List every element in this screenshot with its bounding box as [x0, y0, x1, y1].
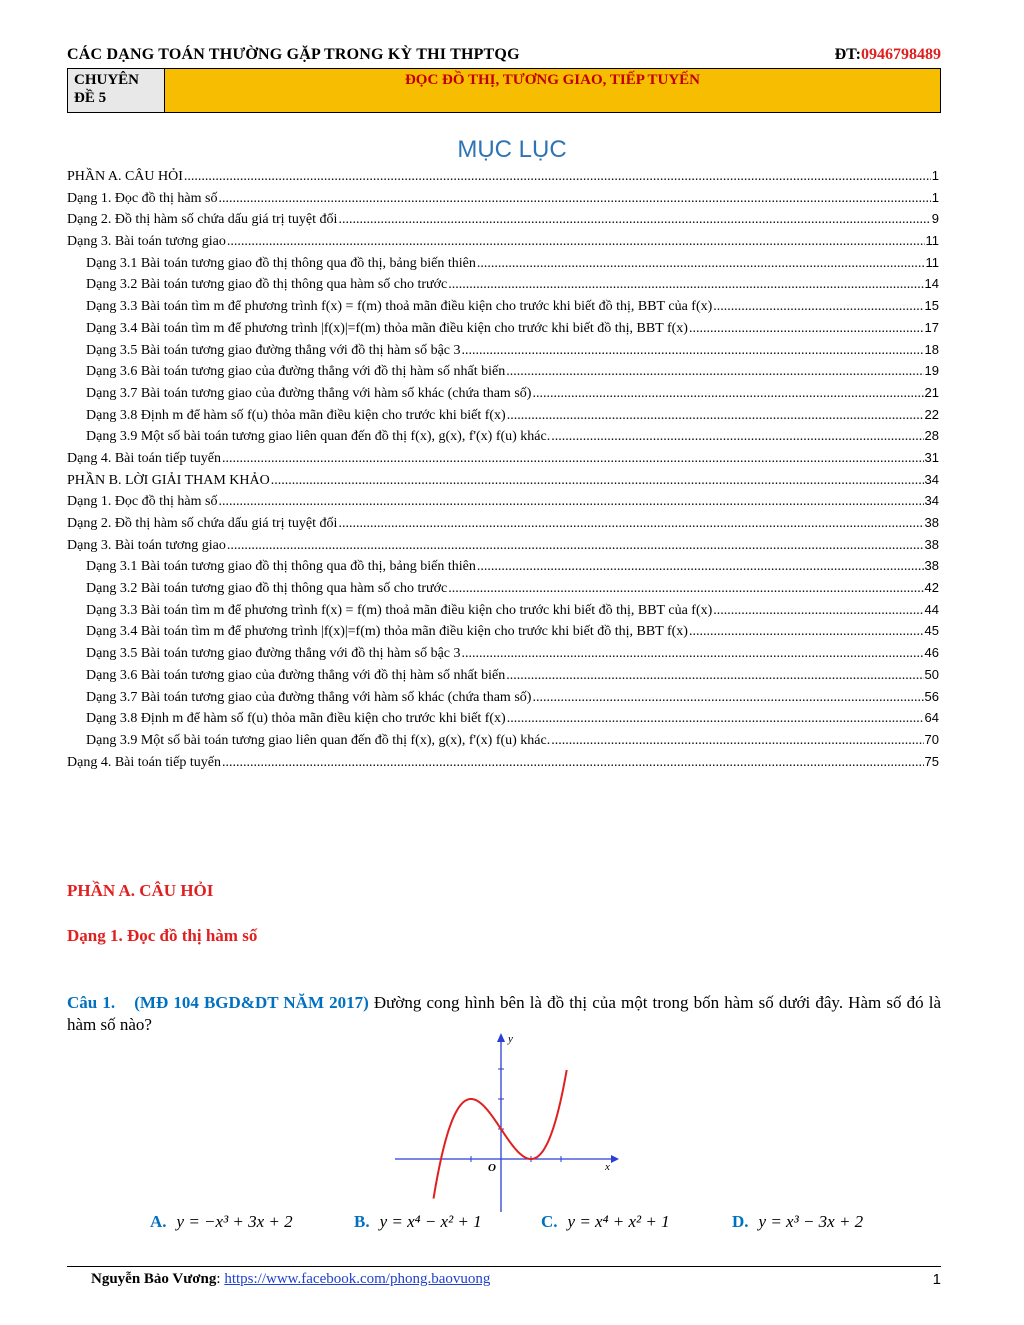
toc-entry-page: 75 — [924, 753, 939, 769]
toc-entry-text: Dạng 2. Đồ thị hàm số chứa dấu giá trị tuyệt đối — [67, 516, 338, 531]
footer-divider — [67, 1266, 941, 1267]
toc-entry-page: 11 — [925, 233, 939, 249]
x-axis-label: x — [605, 1161, 610, 1173]
section-a-heading: PHẦN A. CÂU HỎI — [67, 881, 214, 900]
toc-leader-dots — [218, 188, 930, 210]
toc-leader-dots — [462, 340, 924, 362]
toc-entry-text: Dạng 3.1 Bài toán tương giao đồ thị thông qua đồ thị, bảng biến thiên — [86, 559, 476, 575]
toc-leader-dots — [506, 665, 923, 687]
toc-leader-dots — [532, 687, 923, 709]
cubic-curve — [434, 1070, 567, 1199]
question-text: Đường cong hình bên là đồ thị của một trong bốn hàm số dưới đây. Hàm số đó là hàm số nào? — [67, 993, 941, 1034]
header-phone — [835, 46, 941, 64]
toc-entry-page: 64 — [924, 710, 939, 726]
toc-entry-text: Dạng 3.2 Bài toán tương giao đồ thị thông qua hàm số cho trước — [86, 277, 448, 293]
toc-entry[interactable] — [67, 686, 939, 708]
toc-entry[interactable] — [67, 187, 939, 209]
toc-entry-page: 46 — [924, 645, 939, 661]
toc-entry[interactable] — [67, 165, 939, 187]
answer-c-formula: y = x⁴ + x² + 1 — [567, 1212, 670, 1231]
toc-leader-dots — [507, 708, 924, 730]
toc-leader-dots — [448, 578, 923, 600]
footer — [91, 1271, 490, 1288]
toc-entry-text: Dạng 1. Đọc đồ thị hàm số — [67, 190, 218, 206]
toc-leader-dots — [227, 535, 924, 557]
footer-author: Nguyễn Bảo Vương — [91, 1271, 217, 1287]
toc-entry-text: Dạng 3.7 Bài toán tương giao của đường thẳng với hàm số khác (chứa tham số) — [86, 689, 532, 705]
toc-entry-page: 21 — [924, 384, 939, 400]
toc-entry-page: 14 — [924, 276, 939, 292]
toc-entry-text: Dạng 3.5 Bài toán tương giao đường thẳng với đồ thị hàm số bậc 3 — [86, 342, 461, 358]
toc-entry-page: 15 — [924, 298, 939, 314]
toc-entry-page: 38 — [924, 536, 939, 552]
toc-entry-text: Dạng 3.4 Bài toán tìm m để phương trình |f(x)|=f(m) thỏa mãn điều kiện cho trước khi biết đồ thị, BBT f(x) — [86, 320, 688, 336]
answer-b-formula: y = x⁴ − x² + 1 — [379, 1212, 482, 1231]
toc-entry[interactable] — [67, 273, 939, 295]
toc-entry-page: 44 — [924, 601, 939, 617]
toc-leader-dots — [271, 470, 924, 492]
toc-entry-text: Dạng 1. Đọc đồ thị hàm số — [67, 494, 218, 510]
toc-entry[interactable] — [67, 425, 939, 447]
answer-b[interactable] — [354, 1212, 482, 1232]
toc-entry-text: Dạng 3.4 Bài toán tìm m để phương trình |f(x)|=f(m) thỏa mãn điều kiện cho trước khi biết đồ thị, BBT f(x) — [86, 624, 688, 640]
topic-label-line1: CHUYÊN — [74, 72, 140, 88]
y-axis-arrow — [497, 1033, 505, 1042]
toc-entry[interactable] — [67, 707, 939, 729]
answer-b-label: B. — [354, 1212, 370, 1231]
toc-entry-text: Dạng 3.3 Bài toán tìm m để phương trình f(x) = f(m) thoả mãn điều kiện cho trước khi biết đồ thị, BBT của f(x) — [86, 299, 713, 315]
answer-a-label: A. — [150, 1212, 167, 1231]
function-graph — [393, 1030, 623, 1212]
toc-entry[interactable] — [67, 577, 939, 599]
toc-entry-page: 38 — [924, 515, 939, 530]
toc-entry-text: Dạng 3.7 Bài toán tương giao của đường thẳng với hàm số khác (chứa tham số) — [86, 385, 532, 401]
topic-label — [68, 69, 165, 112]
toc-title: MỤC LỤC — [457, 136, 567, 163]
toc-entry-text: Dạng 3.8 Định m để hàm số f(u) thỏa mãn điều kiện cho trước khi biết f(x) — [86, 407, 506, 423]
toc-leader-dots — [551, 730, 923, 752]
toc-leader-dots — [506, 361, 923, 383]
toc-entry[interactable] — [67, 664, 939, 686]
toc-entry[interactable] — [67, 382, 939, 404]
toc-entry-text: Dạng 3.6 Bài toán tương giao của đường thẳng với đồ thị hàm số nhất biến — [86, 364, 506, 380]
toc-entry[interactable] — [67, 317, 939, 339]
toc-entry-text: Dạng 3.5 Bài toán tương giao đường thẳng với đồ thị hàm số bậc 3 — [86, 646, 461, 662]
page-header — [67, 46, 941, 69]
toc-entry[interactable] — [67, 295, 939, 317]
toc-entry[interactable] — [67, 252, 939, 274]
toc-entry[interactable] — [67, 339, 939, 361]
table-of-contents — [67, 165, 939, 772]
toc-entry-page: 45 — [924, 623, 939, 639]
toc-entry-page: 19 — [924, 363, 939, 379]
toc-leader-dots — [462, 643, 924, 665]
origin-label: O — [488, 1162, 496, 1174]
toc-entry-text: Dạng 3.3 Bài toán tìm m để phương trình f(x) = f(m) thoả mãn điều kiện cho trước khi biết đồ thị, BBT của f(x) — [86, 602, 713, 618]
toc-entry-text: PHẦN B. LỜI GIẢI THAM KHẢO — [67, 472, 270, 488]
toc-entry[interactable] — [67, 490, 939, 512]
toc-leader-dots — [218, 491, 923, 513]
toc-entry[interactable] — [67, 642, 939, 664]
topic-banner — [67, 68, 941, 113]
toc-entry-page: 70 — [924, 731, 939, 747]
toc-entry-text: Dạng 3. Bài toán tương giao — [67, 537, 226, 553]
answer-d-formula: y = x³ − 3x + 2 — [758, 1212, 864, 1231]
answer-c[interactable] — [541, 1212, 670, 1232]
footer-facebook-link[interactable]: https://www.facebook.com/phong.baovuong — [224, 1271, 491, 1287]
toc-entry-text: Dạng 3.6 Bài toán tương giao của đường thẳng với đồ thị hàm số nhất biến — [86, 667, 506, 683]
toc-entry-page: 28 — [924, 428, 939, 444]
toc-entry-page: 18 — [924, 341, 939, 357]
toc-leader-dots — [227, 231, 925, 253]
x-axis-arrow — [611, 1155, 619, 1163]
toc-entry-text: Dạng 4. Bài toán tiếp tuyến — [67, 754, 221, 770]
toc-entry[interactable] — [67, 512, 939, 534]
toc-entry[interactable] — [67, 599, 939, 621]
toc-entry[interactable] — [67, 729, 939, 751]
question-label: Câu 1. — [67, 993, 116, 1012]
toc-leader-dots — [477, 253, 925, 275]
toc-leader-dots — [338, 209, 930, 231]
toc-entry-text: Dạng 3.9 Một số bài toán tương giao liên quan đến đồ thị f(x), g(x), f'(x) f(u) khác. — [86, 429, 551, 445]
toc-entry[interactable] — [67, 208, 939, 230]
answer-a-formula: y = −x³ + 3x + 2 — [176, 1212, 293, 1231]
toc-entry[interactable] — [67, 534, 939, 556]
phone-prefix: ĐT: — [834, 46, 861, 63]
toc-entry-page: 34 — [924, 493, 939, 509]
answer-a[interactable] — [150, 1212, 293, 1232]
toc-entry-page: 1 — [931, 189, 939, 205]
toc-leader-dots — [507, 405, 924, 427]
toc-leader-dots — [689, 318, 924, 340]
toc-leader-dots — [222, 448, 924, 470]
answer-c-label: C. — [541, 1212, 558, 1231]
toc-entry[interactable] — [67, 447, 939, 469]
toc-entry-text: Dạng 4. Bài toán tiếp tuyến — [67, 450, 221, 466]
toc-entry-text: Dạng 3. Bài toán tương giao — [67, 234, 226, 250]
toc-entry-page: 22 — [924, 406, 939, 422]
toc-entry-text: Dạng 3.2 Bài toán tương giao đồ thị thông qua hàm số cho trước — [86, 581, 448, 597]
toc-entry[interactable] — [67, 360, 939, 382]
toc-entry[interactable] — [67, 620, 939, 642]
toc-entry-page: 42 — [924, 580, 939, 596]
page-number: 1 — [932, 1271, 941, 1288]
topic-label-line2: ĐỀ 5 — [74, 90, 107, 106]
toc-entry-page: 50 — [924, 666, 939, 682]
toc-leader-dots — [713, 600, 923, 622]
answer-d[interactable] — [732, 1212, 863, 1232]
toc-entry[interactable] — [67, 469, 939, 491]
toc-entry-text: Dạng 3.8 Định m để hàm số f(u) thỏa mãn điều kiện cho trước khi biết f(x) — [86, 711, 506, 727]
header-title: CÁC DẠNG TOÁN THƯỜNG GẶP TRONG KỲ THI THPTQG — [67, 46, 520, 63]
toc-leader-dots — [713, 296, 923, 318]
topic-title: ĐỌC ĐỒ THỊ, TƯƠNG GIAO, TIẾP TUYẾN — [404, 72, 701, 88]
toc-leader-dots — [532, 383, 923, 405]
toc-entry[interactable] — [67, 404, 939, 426]
footer-separator: : — [216, 1271, 225, 1287]
toc-entry-page: 1 — [931, 168, 939, 183]
toc-entry-page: 31 — [924, 449, 939, 465]
dang1-heading: Dạng 1. Đọc đồ thị hàm số — [67, 926, 258, 945]
toc-entry-text: Dạng 2. Đồ thị hàm số chứa dấu giá trị tuyệt đối — [67, 212, 338, 228]
toc-entry-page: 38 — [924, 558, 939, 574]
toc-entry[interactable] — [67, 555, 939, 577]
toc-entry-text: PHẦN A. CÂU HỎI — [67, 169, 183, 184]
toc-entry-page: 34 — [924, 471, 939, 487]
toc-leader-dots — [338, 513, 923, 535]
question-source: (MĐ 104 BGD&DT NĂM 2017) — [134, 993, 369, 1012]
toc-entry-page: 17 — [924, 319, 939, 335]
toc-entry-text: Dạng 3.9 Một số bài toán tương giao liên quan đến đồ thị f(x), g(x), f'(x) f(u) khác. — [86, 732, 551, 748]
toc-entry-text: Dạng 3.1 Bài toán tương giao đồ thị thông qua đồ thị, bảng biến thiên — [86, 255, 476, 271]
toc-leader-dots — [184, 166, 931, 188]
toc-entry[interactable] — [67, 751, 939, 773]
answer-d-label: D. — [732, 1212, 749, 1231]
toc-entry-page: 11 — [925, 254, 939, 270]
toc-leader-dots — [448, 274, 923, 296]
toc-entry-page: 56 — [924, 688, 939, 704]
phone-number: 0946798489 — [861, 46, 941, 63]
y-axis-label: y — [508, 1033, 513, 1045]
toc-leader-dots — [222, 752, 924, 774]
toc-entry[interactable] — [67, 230, 939, 252]
toc-leader-dots — [477, 556, 924, 578]
toc-leader-dots — [689, 621, 924, 643]
toc-entry-page: 9 — [931, 211, 939, 227]
toc-leader-dots — [551, 426, 923, 448]
